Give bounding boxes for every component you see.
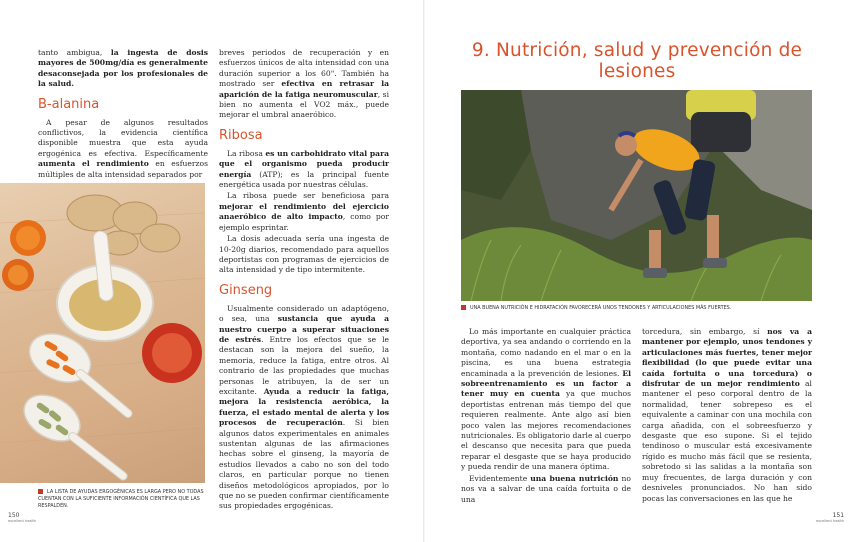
paragraph: La ribosa puede ser beneficiosa para mejorar el rendimiento del ejercicio anaeróbico de alto impacto, como por ejemplo esprintar.	[219, 191, 389, 232]
left-column-1	[38, 48, 208, 180]
page-number: 151	[832, 512, 845, 519]
paragraph: La ribosa es un carbohidrato vital para que el organismo pueda producir energía (ATP); es la principal fuente energética usada por nuestras células.	[219, 148, 389, 190]
folio-left	[8, 512, 36, 523]
right-column-2	[642, 327, 812, 504]
supplements-illustration	[0, 183, 205, 483]
heading-beta-alanina: B-alanina	[38, 96, 100, 112]
hiker-photo	[461, 90, 812, 301]
supplements-photo	[0, 183, 205, 483]
page-gutter	[423, 0, 425, 542]
right-column-1	[461, 327, 631, 505]
paragraph: Lo más importante en cualquier práctica deportiva, ya sea andando o corriendo en la montaña, como nadando en el mar o en la piscina, es una buena estrategia encaminada a la prevención de lesiones. El sobreentrenamiento es un factor a tener muy en cuenta ya que muchos deportistas entrenan más tiempo del que requieren realmente. Ante algo así bien poco valen las mejores recomendaciones nutricionales. Es obligatorio darle al cuerpo el descanso que necesita para que pueda reparar el desgaste que se haya producido y pueda rendir de una manera óptima.	[461, 327, 632, 472]
heading-ribosa: Ribosa	[219, 127, 263, 143]
paragraph: torcedura, sin embargo, sí nos va a mantener por ejemplo, unos tendones y articulaciones más fuertes, tener mejor flexibilidad (lo que puede evitar una caída fortuita o una torcedura) o disfrutar de un mejor rendimiento al mantener el peso corporal dentro de la normalidad, tener sobrepeso es el equivalente a caminar con una mochila con carga añadida, con el sobreesfuerzo y desgaste que eso supone. Si el tejido tendinoso o muscular está excesivamente rígido es mucho más fácil que se resienta, sobretodo si las salidas a la montaña son muy frecuentes, de larga duración y con desniveles pronunciados. No han sido pocas las conversaciones en las que he	[642, 327, 812, 503]
paragraph: tanto ambigua, la ingesta de dosis mayores de 500mg/día es generalmente desaconsejada por los profesionales de la salud.	[38, 48, 209, 89]
caption-marker	[38, 489, 43, 494]
chapter-title: 9. Nutrición, salud y prevención de lesiones	[471, 40, 803, 82]
folio-subtitle: excellent health	[8, 519, 37, 523]
page-number: 150	[8, 512, 20, 519]
hiker-illustration	[461, 90, 812, 301]
hiker-caption: UNA BUENA NUTRICIÓN E HIDRATACIÓN FAVORECERÁ UNOS TENDONES Y ARTICULACIONES MÁS FUERTES.	[461, 305, 812, 312]
left-column-2	[219, 48, 389, 512]
folio-right	[816, 512, 844, 523]
paragraph: Usualmente considerado un adaptógeno, o sea, una sustancia que ayuda a nuestro cuerpo a superar situaciones de estrés. Entre los efectos que se le destacan son la mejora del sueño, la memoria, reduce la fatiga, entre otros. Al contrario de las propiedades que muchas personas le atribuyen, la de ser un excitante. Ayuda a reducir la fatiga, mejora la resistencia aeróbica, la fuerza, el estado mental de alerta y los procesos de recuperación. Si bien algunos datos experimentales en animales sustentan algunas de las afirmaciones hechas sobre el ginseng, la mayoría de estudios llevados a cabo no son del todo claros, en particular porque no tienen diseños metodológicos apropiados, por lo que no se pueden confirmar científicamente sus propiedades ergogénicas.	[219, 303, 389, 511]
paragraph: Evidentemente una buena nutrición no nos va a salvar de una caída fortuita o de una	[461, 473, 631, 504]
supplements-caption: LA LISTA DE AYUDAS ERGOGÉNICAS ES LARGA PERO NO TODAS CUENTAN CON LA SUFICIENTE INFORMACIÓN CIENTÍFICA QUE LAS RESPALDEN.	[38, 489, 204, 509]
paragraph: breves periodos de recuperación y en esfuerzos únicos de alta intensidad con una duración superior a los 60". También ha mostrado ser efectiva en retrasar la aparición de la fatiga neuromuscular, si bien no aumenta el VO2 máx., puede mejorar el umbral anaeróbico.	[219, 48, 390, 120]
folio-subtitle: excellent health	[816, 519, 845, 523]
paragraph: La dosis adecuada sería una ingesta de 10-20g diarios, recomendado para aquellos deportistas con programas de ejercicios de alta intensidad y de tipo intermitente.	[219, 234, 389, 275]
caption-marker	[461, 305, 466, 310]
heading-ginseng: Ginseng	[219, 282, 273, 298]
paragraph: A pesar de algunos resultados conflictivos, la evidencia científica disponible muestra que esta ayuda ergogénica es efectiva. Específicamente aumenta el rendimiento en esfuerzos múltiples de alta intensidad separados por	[38, 117, 208, 179]
